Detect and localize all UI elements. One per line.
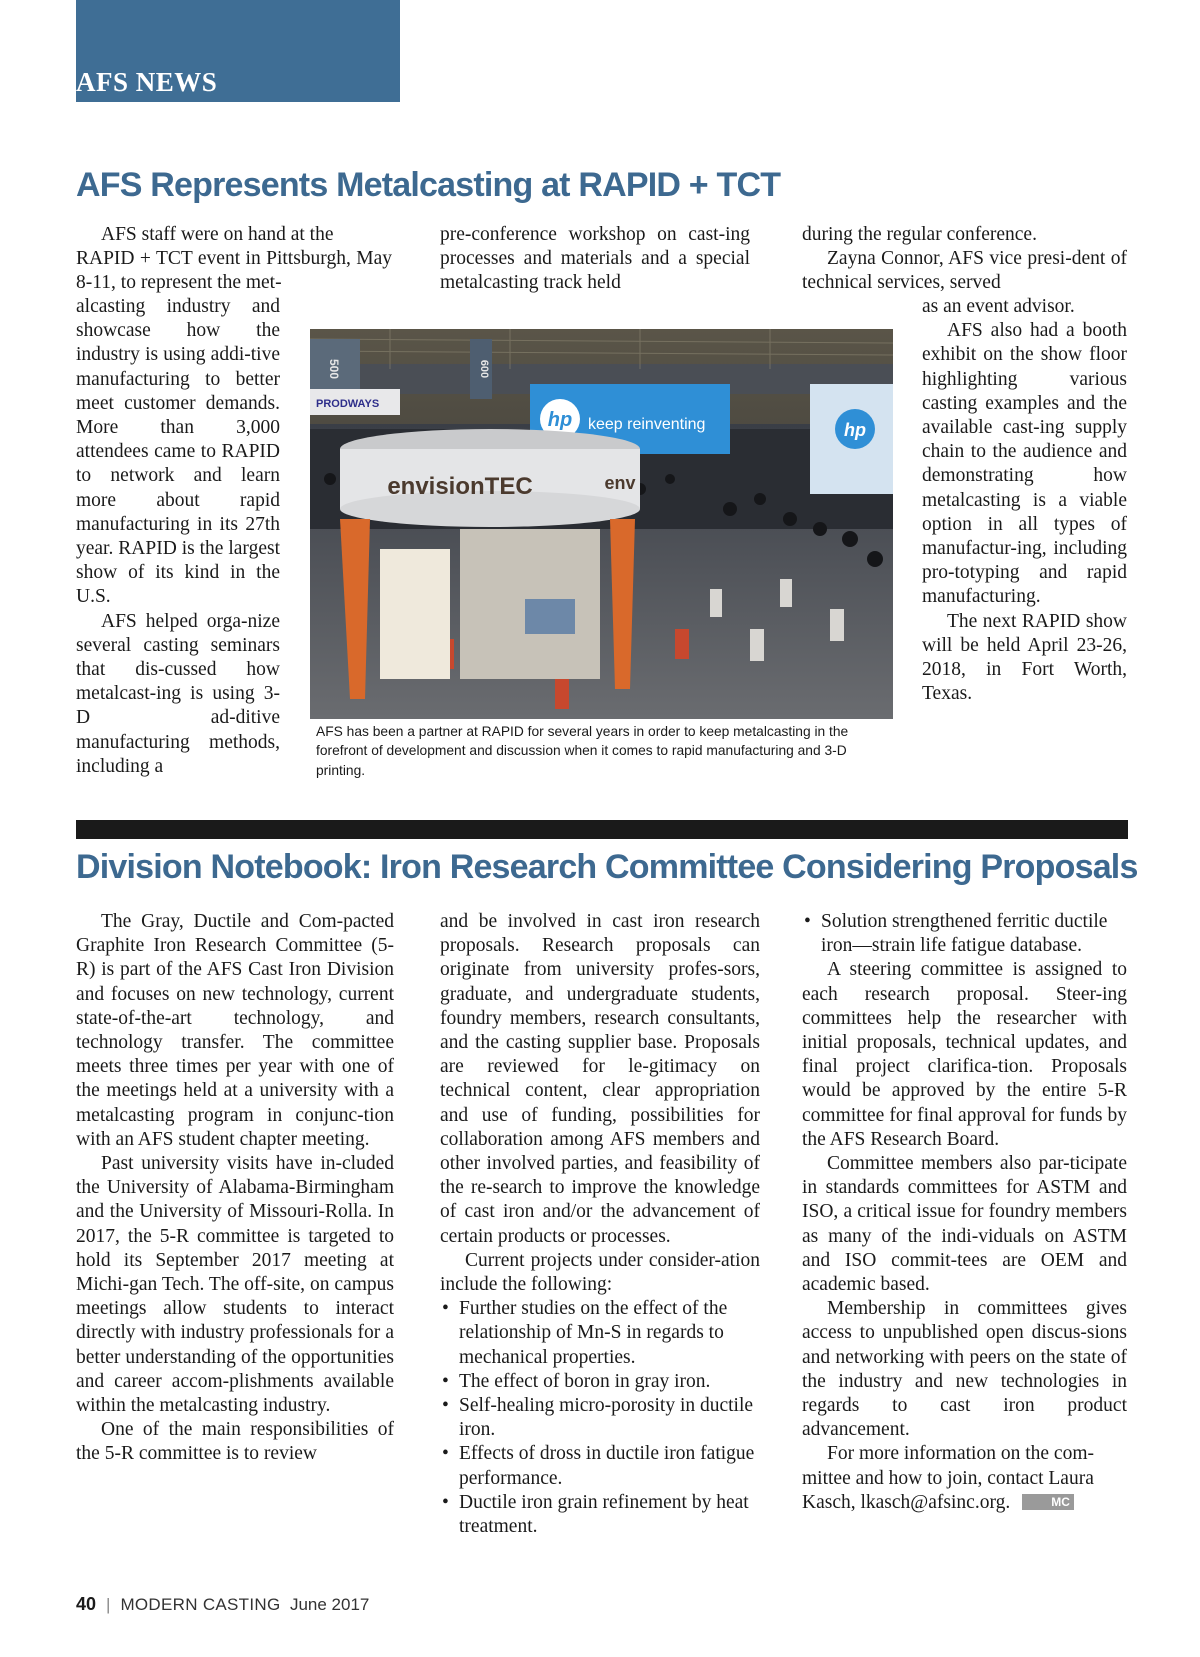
list-item: • Solution strengthened ferritic ductile iron—strain life fatigue database.	[804, 911, 1108, 957]
article1-paragraph-2: AFS helped orga-nize several casting seminars that dis-cussed how metalcast-ing is using 3-D ad-ditive manufacturing methods, including a	[76, 610, 280, 777]
article1-column-3-narrow	[922, 295, 1127, 706]
article2-paragraph-3: One of the main responsibilities of the 5-R committee is to review	[76, 1419, 394, 1465]
pillar-center	[470, 339, 492, 399]
article1-col3-text-2b: as an event advisor.	[922, 296, 1075, 317]
section-header-tab	[76, 0, 400, 102]
envisiontec-booth	[340, 429, 640, 699]
article2-paragraph-4: and be involved in cast iron research proposals. Research proposals can originate from university profes-sors, graduate, and undergraduate students, foundry members, research consultants, and the casting supplier base. Proposals are reviewed for le-gitimacy on technical content, clear appropriation and use of funding, possibilities for collaboration among AFS members and other involved parties, and feasibility of the re-search to improve the knowledge of cast iron and/or the advancement of certain products or processes.	[440, 911, 760, 1247]
article2-paragraph-2: Past university visits have in-cluded the University of Alabama-Birmingham and the University of Missouri-Rolla. In 2017, the 5-R committee is targeted to hold its September 2017 meeting at Michi-gan Tech. The off-site, on campus meetings allow students to interact directly with industry professionals for a better understanding of the opportunities and career accom-plishments available within the metalcasting industry.	[76, 1153, 394, 1417]
svg-text:hp: hp	[547, 409, 573, 431]
footer-separator: |	[106, 1595, 111, 1614]
article1-paragraph-1-cont: alcasting industry and showcase how the industry is using addi-tive manufacturing to better meet customer demands. More than 3,000 attendees came to RAPID to network and learn more about rapid manufacturing in its 27th year. RAPID is the largest show of its kind in the U.S.	[76, 296, 280, 608]
svg-text:keep reinventing: keep reinventing	[588, 416, 706, 433]
article1-column-3	[802, 223, 1127, 296]
trade-show-illustration	[310, 329, 893, 719]
list-item: • Self-healing micro-porosity in ductile iron.	[442, 1395, 754, 1441]
end-mark: MC	[1022, 1494, 1074, 1510]
page-number: 40	[76, 1594, 97, 1614]
current-projects-list	[440, 1297, 760, 1539]
svg-text:env: env	[604, 473, 636, 493]
list-item: • The effect of boron in gray iron.	[440, 1370, 760, 1394]
article2-paragraph-8: Membership in committees gives access to unpublished open discus-sions and networking with peers on the state of the industry and new technologies in regards to cast iron product advancement.	[802, 1298, 1127, 1441]
article1-col3-text-2: Zayna Connor, AFS vice presi-dent of technical services, served	[802, 248, 1127, 294]
bullet-icon: •	[804, 911, 811, 932]
list-item: • Further studies on the effect of the relationship of Mn-S in regards to mechanical properties.	[442, 1298, 728, 1368]
article2-column-3	[802, 910, 1127, 1515]
svg-text:600: 600	[478, 359, 490, 379]
issue-date: June 2017	[289, 1595, 370, 1614]
page-footer	[76, 1594, 369, 1615]
article1-col2-text: pre-conference workshop on cast-ing processes and materials and a special metalcasting track held	[440, 224, 750, 294]
article-title-division-notebook: Division Notebook: Iron Research Committee Considering Proposals	[76, 848, 1138, 886]
list-item: • Effects of dross in ductile iron fatigue performance.	[442, 1443, 755, 1489]
article1-col3-text-1: during the regular conference.	[802, 224, 1037, 245]
bullet-icon: •	[442, 1395, 449, 1417]
trade-show-photo	[310, 329, 893, 719]
list-item: • Ductile iron grain refinement by heat treatment.	[442, 1491, 749, 1538]
section-label: AFS NEWS	[76, 67, 218, 97]
article2-column-2	[440, 910, 760, 1539]
article2-column-1	[76, 910, 394, 1467]
bullet-icon: •	[442, 1491, 449, 1513]
article1-column-1	[76, 223, 392, 296]
article2-paragraph-1: The Gray, Ductile and Com-pacted Graphite Iron Research Committee (5-R) is part of the AFS Cast Iron Division and focuses on new technology, current state-of-the-art technology, and technology transfer. The committee meets three times per year with one of the meetings held at a university with a metalcasting program in conjunc-tion with an AFS student chapter meeting.	[76, 911, 394, 1150]
current-projects-list-cont	[802, 910, 1127, 958]
article2-paragraph-6: A steering committee is assigned to each research proposal. Steer-ing committees help the researcher with initial proposals, technical updates, and final project clarifica-tion. Proposals would be approved by the entire 5-R committee for final approval for funds by the AFS Research Board.	[802, 959, 1127, 1150]
article1-paragraph-1-first-line: AFS staff were on hand at the	[101, 224, 334, 245]
article2-paragraph-7: Committee members also par-ticipate in standards committees for ASTM and ISO, a critical issue for foundry members as many of the indi-viduals on ASTM and ISO commit-tees are OEM and academic based.	[802, 1153, 1127, 1296]
bullet-icon: •	[442, 1443, 449, 1465]
booth-sign: PRODWAYS	[316, 398, 380, 410]
article2-paragraph-5: Current projects under consider-ation include the following:	[440, 1249, 760, 1296]
bullet-icon: •	[442, 1370, 449, 1392]
article1-column-2	[440, 223, 750, 296]
bullet-icon: •	[442, 1298, 449, 1320]
svg-text:500: 500	[327, 358, 341, 380]
article-title-rapid: AFS Represents Metalcasting at RAPID + TCT	[76, 166, 781, 204]
photo-caption: AFS has been a partner at RAPID for several years in order to keep metalcasting in the forefront of development and discussion when it comes to rapid manufacturing and 3-D printing.	[316, 724, 849, 778]
article2-paragraph-9: For more information on the com-mittee and how to join, contact Laura Kasch, lkasch@afsinc.org. MC	[802, 1443, 1094, 1513]
article1-column-1-narrow	[76, 295, 280, 779]
section-divider	[76, 820, 1128, 839]
article1-col3-text-4: The next RAPID show will be held April 23-26, 2018, in Fort Worth, Texas.	[922, 610, 1127, 705]
magazine-name: MODERN CASTING	[120, 1595, 281, 1614]
svg-text:envisionTEC: envisionTEC	[387, 473, 533, 500]
article1-paragraph-1: RAPID + TCT event in Pittsburgh, May 8-11, to represent the met-	[76, 248, 392, 294]
hp-logo-right	[810, 384, 893, 494]
svg-text:hp: hp	[844, 420, 866, 440]
article1-col3-text-3: AFS also had a booth exhibit on the show floor highlighting various casting examples and the available cast-ing supply chain to the audience and demonstrating how metalcasting is a viable option in all types of manufactur-ing, including pro-totyping and rapid manufacturing.	[922, 320, 1127, 608]
